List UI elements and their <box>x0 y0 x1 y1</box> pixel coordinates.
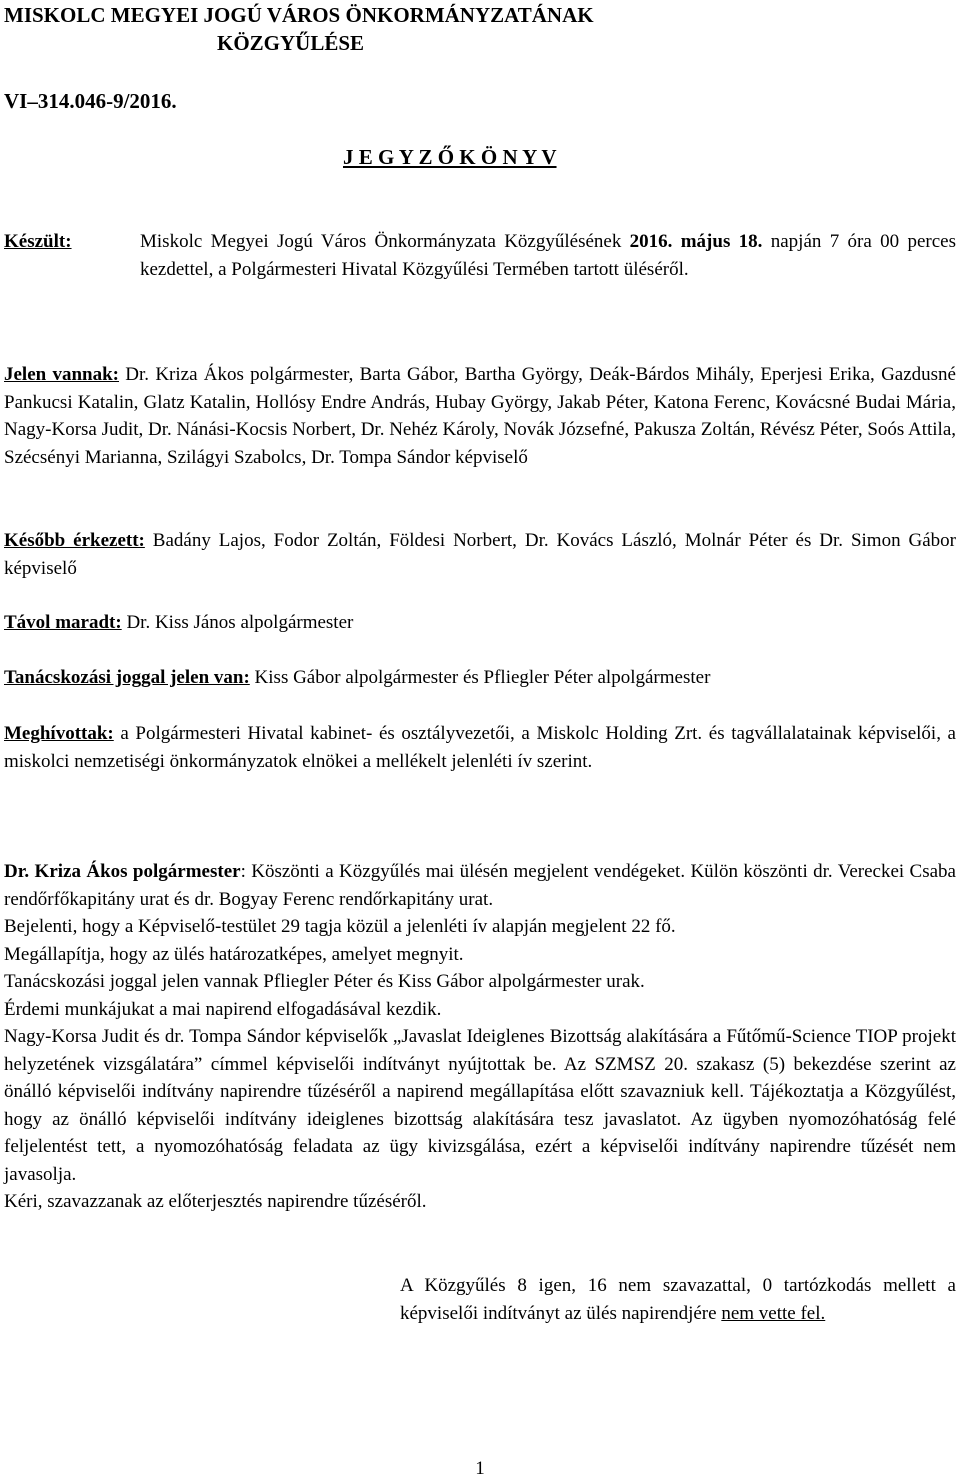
tavol-maradt-paragraph <box>4 609 956 637</box>
jelen-vannak-label: Jelen vannak: <box>4 364 120 385</box>
speech-paragraph-7: Kéri, szavazzanak az előterjesztés napirendre tűzéséről. <box>4 1191 427 1212</box>
kesobb-erkezett-paragraph <box>4 527 956 582</box>
org-name <box>4 1 704 57</box>
document-title: J E G Y Z Ő K Ö N Y V <box>343 145 557 169</box>
keszult-text <box>140 228 956 283</box>
kesobb-erkezett-label: Később érkezett: <box>4 530 145 551</box>
jelen-vannak-paragraph <box>4 361 956 471</box>
speech-opening <box>4 858 956 913</box>
speech-paragraph-2: Bejelenti, hogy a Képviselő-testület 29 tagja közül a jelenléti ív alapján megjelent 22 fő. <box>4 916 676 937</box>
tanacskozasi-text: Kiss Gábor alpolgármester és Pfliegler Péter alpolgármester <box>249 667 711 688</box>
reference-number: VI–314.046-9/2016. <box>4 89 177 113</box>
speech-paragraph-1: : Köszönti a Közgyűlés mai ülésén megjelent vendégeket. Külön köszönti dr. Vereckei Csaba rendőrfőkapitány urat és dr. Bogyay Ferenc rendőrkapitány urat. <box>4 861 956 910</box>
tavol-maradt-text: Dr. Kiss János alpolgármester <box>121 612 354 633</box>
keszult-text-part2: napján 7 óra 00 perces kezdettel, a Polgármesteri Hivatal Közgyűlési Termében tartott üléséről. <box>140 231 956 280</box>
speech-paragraph-4: Tanácskozási joggal jelen vannak Pfliegler Péter és Kiss Gábor alpolgármester urak. <box>4 971 645 992</box>
page-number: 1 <box>475 1458 485 1479</box>
keszult-date: 2016. május 18. <box>629 231 763 252</box>
speech-paragraph-5: Érdemi munkájukat a mai napirend elfogadásával kezdik. <box>4 998 442 1020</box>
org-name-line1: MISKOLC MEGYEI JOGÚ VÁROS ÖNKORMÁNYZATÁNAK <box>4 3 594 27</box>
meghivottak-text: a Polgármesteri Hivatal kabinet- és osztályvezetői, a Miskolc Holding Zrt. és tagvállalatainak képviselői, a miskolci nemzetiségi önkormányzatok elnökei a mellékelt jelenléti ív szerint. <box>4 723 956 772</box>
speech-paragraph-6: Nagy-Korsa Judit és dr. Tompa Sándor képviselők „Javaslat Ideiglenes Bizottság alakítására a Fűtőmű-Science TIOP projekt helyzetének vizsgálatára” címmel képviselői indítványt nyújtottak be. Az SZMSZ 20. szakasz (5) bekezdése szerint az önálló képviselői indítvány napirendre tűzéséről a napirend megállapítása előtt szavazniuk kell. Tájékoztatja a Közgyűlést, hogy az önálló képviselői indítvány ideiglenes bizottság alakítására tesz javaslatot. Az ügyben nyomozóhatóság felé feljelentést tett, a nyomozóhatóság feladata az ügy kivizsgálása, ezért a képviselői indítvány napirendre tűzését nem javasolja. <box>4 1026 956 1185</box>
tanacskozasi-paragraph <box>4 664 956 692</box>
meghivottak-label: Meghívottak: <box>4 723 114 744</box>
tavol-maradt-label: Távol maradt: <box>4 612 122 633</box>
keszult-text-part1: Miskolc Megyei Jogú Város Önkormányzata Közgyűlésének <box>140 231 630 252</box>
speaker-name: Dr. Kriza Ákos polgármester <box>4 861 241 882</box>
jelen-vannak-text: Dr. Kriza Ákos polgármester, Barta Gábor, Bartha György, Deák-Bárdos Mihály, Eperjesi Erika, Gazdusné Pankucsi Katalin, Glatz Katalin, Hollósy Endre András, Hubay György, Jakab Péter, Katona Ferenc, Kovácsné Budai Mária, Nagy-Korsa Judit, Dr. Nánási-Kocsis Norbert, Dr. Nehéz Károly, Novák Józsefné, Pakusza Zoltán, Révész Péter, Soós Attila, Szécsényi Marianna, Szilágyi Szabolcs, Dr. Tompa Sándor képviselő <box>4 364 957 468</box>
speech-paragraph-3: Megállapítja, hogy az ülés határozatképes, amelyet megnyit. <box>4 943 464 965</box>
vote-result-decision: nem vette fel. <box>721 1302 826 1324</box>
kesobb-erkezett-text: Badány Lajos, Fodor Zoltán, Földesi Norbert, Dr. Kovács László, Molnár Péter és Dr. Simon Gábor képviselő <box>4 530 956 579</box>
speech-block <box>4 858 956 1216</box>
meghivottak-paragraph <box>4 720 956 775</box>
vote-result-text: A Közgyűlés 8 igen, 16 nem szavazattal, 0 tartózkodás mellett a képviselői indítványt az ülés napirendjére <box>400 1275 956 1324</box>
tanacskozasi-label: Tanácskozási joggal jelen van: <box>4 667 250 688</box>
keszult-label: Készült: <box>4 231 72 252</box>
org-name-line2: KÖZGYŰLÉSE <box>217 31 365 55</box>
vote-result <box>400 1272 956 1327</box>
